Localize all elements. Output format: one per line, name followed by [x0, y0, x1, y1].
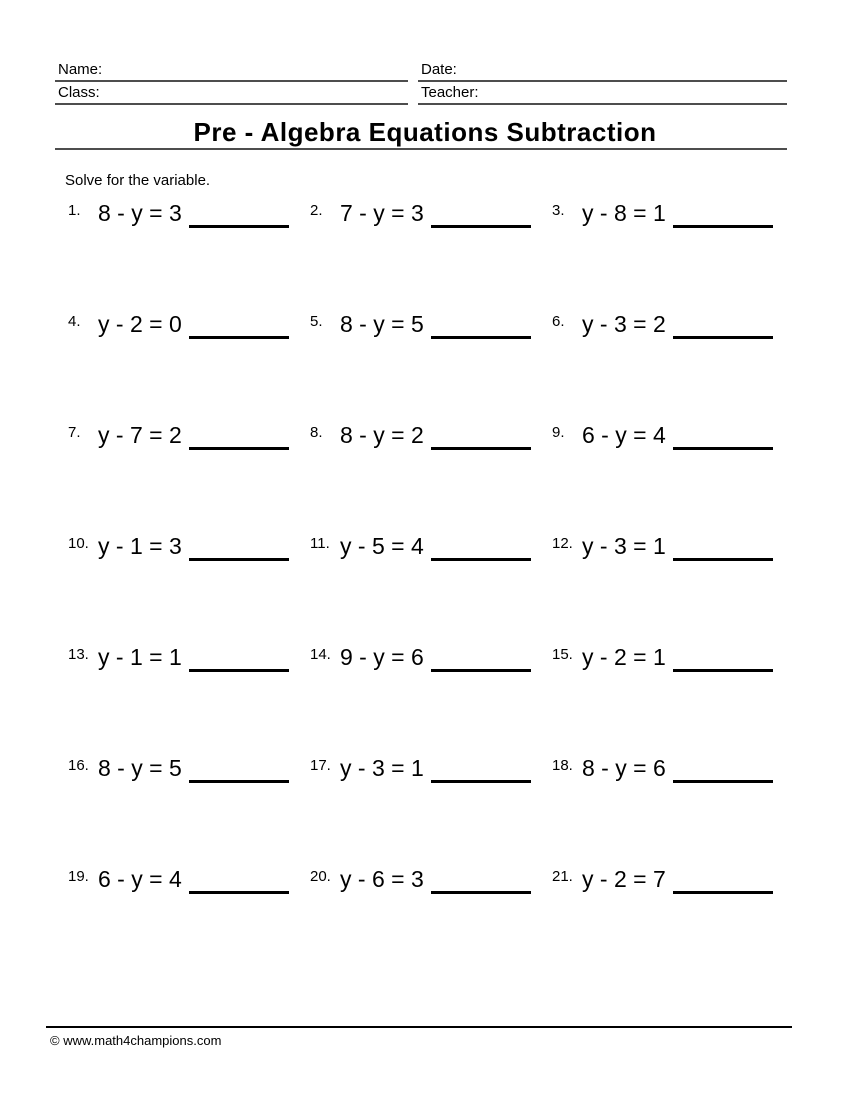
date-field[interactable]	[418, 62, 787, 82]
answer-blank[interactable]	[673, 890, 773, 894]
answer-blank[interactable]	[189, 335, 289, 339]
problem-cell	[65, 754, 307, 865]
equation-text: y - 3 = 1	[582, 533, 666, 559]
equation-text: 8 - y = 6	[582, 755, 666, 781]
answer-blank[interactable]	[431, 779, 531, 783]
equation-text: y - 3 = 2	[582, 311, 666, 337]
problem-number: 9.	[552, 424, 565, 441]
name-field[interactable]	[55, 62, 408, 82]
problems-grid	[65, 199, 791, 976]
problem-cell	[307, 310, 549, 421]
problem-cell	[549, 310, 791, 421]
equation-text: y - 3 = 1	[340, 755, 424, 781]
footer-divider	[46, 1026, 792, 1028]
answer-blank[interactable]	[431, 890, 531, 894]
problem-number: 19.	[68, 868, 89, 885]
problem-number: 6.	[552, 313, 565, 330]
problem-cell	[549, 643, 791, 754]
teacher-field[interactable]	[418, 85, 787, 105]
teacher-label: Teacher:	[421, 84, 479, 101]
equation-text: 9 - y = 6	[340, 644, 424, 670]
answer-blank[interactable]	[673, 224, 773, 228]
problem-number: 12.	[552, 535, 573, 552]
problem-cell	[65, 532, 307, 643]
date-label: Date:	[421, 61, 457, 78]
problem-cell	[549, 754, 791, 865]
equation-text: y - 2 = 1	[582, 644, 666, 670]
problem-number: 3.	[552, 202, 565, 219]
equation-text: y - 1 = 1	[98, 644, 182, 670]
answer-blank[interactable]	[673, 557, 773, 561]
equation-text: y - 7 = 2	[98, 422, 182, 448]
answer-blank[interactable]	[673, 446, 773, 450]
answer-blank[interactable]	[189, 668, 289, 672]
equation-text: 8 - y = 5	[98, 755, 182, 781]
answer-blank[interactable]	[673, 335, 773, 339]
problem-number: 2.	[310, 202, 323, 219]
problem-number: 10.	[68, 535, 89, 552]
problem-cell	[65, 199, 307, 310]
equation-text: y - 8 = 1	[582, 200, 666, 226]
answer-blank[interactable]	[431, 224, 531, 228]
title-divider	[55, 148, 787, 150]
equation-text: y - 5 = 4	[340, 533, 424, 559]
answer-blank[interactable]	[673, 668, 773, 672]
problem-number: 18.	[552, 757, 573, 774]
problem-cell	[307, 754, 549, 865]
problem-number: 7.	[68, 424, 81, 441]
answer-blank[interactable]	[189, 446, 289, 450]
problem-number: 1.	[68, 202, 81, 219]
answer-blank[interactable]	[431, 446, 531, 450]
problem-number: 20.	[310, 868, 331, 885]
equation-text: 7 - y = 3	[340, 200, 424, 226]
equation-text: 8 - y = 3	[98, 200, 182, 226]
problem-cell	[65, 421, 307, 532]
answer-blank[interactable]	[189, 224, 289, 228]
equation-text: y - 6 = 3	[340, 866, 424, 892]
equation-text: 8 - y = 5	[340, 311, 424, 337]
answer-blank[interactable]	[189, 557, 289, 561]
problem-cell	[549, 532, 791, 643]
answer-blank[interactable]	[431, 335, 531, 339]
problem-number: 14.	[310, 646, 331, 663]
name-label: Name:	[58, 61, 103, 78]
equation-text: y - 2 = 0	[98, 311, 182, 337]
problem-cell	[65, 865, 307, 976]
equation-text: 6 - y = 4	[582, 422, 666, 448]
problem-cell	[307, 199, 549, 310]
problem-cell	[307, 643, 549, 754]
answer-blank[interactable]	[431, 557, 531, 561]
problem-cell	[65, 643, 307, 754]
class-field[interactable]	[55, 85, 408, 105]
answer-blank[interactable]	[189, 890, 289, 894]
problem-number: 4.	[68, 313, 81, 330]
answer-blank[interactable]	[189, 779, 289, 783]
problem-cell	[549, 421, 791, 532]
class-label: Class:	[58, 84, 100, 101]
problem-cell	[549, 199, 791, 310]
equation-text: 6 - y = 4	[98, 866, 182, 892]
problem-number: 16.	[68, 757, 89, 774]
problem-cell	[307, 865, 549, 976]
problem-number: 17.	[310, 757, 331, 774]
answer-blank[interactable]	[673, 779, 773, 783]
answer-blank[interactable]	[431, 668, 531, 672]
problem-number: 11.	[310, 535, 330, 552]
equation-text: y - 1 = 3	[98, 533, 182, 559]
problem-number: 15.	[552, 646, 573, 663]
problem-number: 8.	[310, 424, 323, 441]
problem-cell	[307, 532, 549, 643]
problem-cell	[307, 421, 549, 532]
problem-number: 21.	[552, 868, 573, 885]
copyright-text: © www.math4champions.com	[50, 1033, 222, 1048]
instruction-text: Solve for the variable.	[65, 172, 211, 189]
problem-number: 5.	[310, 313, 323, 330]
problem-cell	[65, 310, 307, 421]
page-title: Pre - Algebra Equations Subtraction	[193, 117, 657, 147]
problem-cell	[549, 865, 791, 976]
problem-number: 13.	[68, 646, 89, 663]
equation-text: y - 2 = 7	[582, 866, 666, 892]
equation-text: 8 - y = 2	[340, 422, 424, 448]
